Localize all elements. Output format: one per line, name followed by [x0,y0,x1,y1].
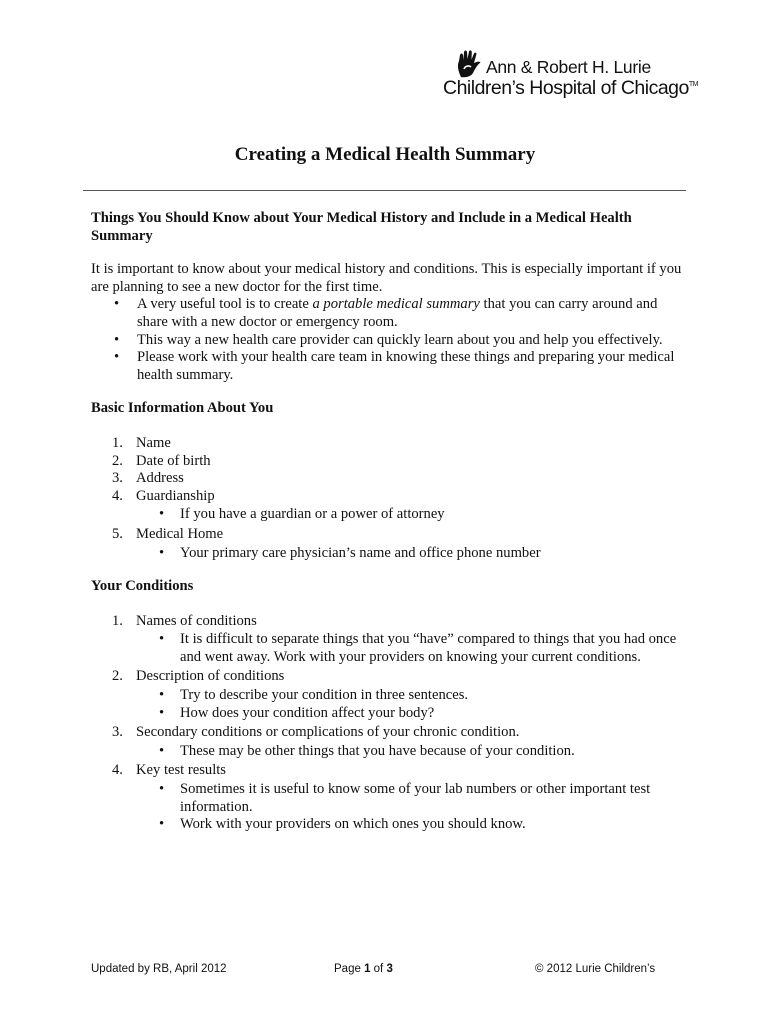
item-number: 5. [112,525,123,542]
list-item [91,453,691,471]
sub-bullet: • How does your condition affect your body? [136,705,691,723]
item-number: 2. [112,668,123,685]
list-item [91,488,691,524]
item-text: Secondary conditions or complications of your chronic condition. [136,724,520,741]
logo-hospital-line [443,77,698,100]
sub-bullet: • Try to describe your condition in three sentences. [136,687,691,705]
footer-updated-note: Updated by RB, April 2012 [91,963,227,975]
list-item [91,526,691,562]
title-divider [83,190,686,191]
item-text: Address [136,470,184,487]
section-heading-conditions: Your Conditions [91,578,194,595]
page-number [334,963,393,975]
item-number: 3. [112,470,123,487]
item-text: Date of birth [136,452,211,469]
sub-bullet: • These may be other things that you have because of your condition. [136,743,691,761]
intro-paragraph: It is important to know about your medical history and conditions. This is especially important if you are planning to see a new doctor for the first time. [91,261,682,295]
emphasized-text: a portable medical summary [312,296,480,313]
list-item [91,724,691,760]
item-text: Key test results [136,762,226,779]
item-text: Guardianship [136,487,215,504]
sub-bullet: • It is difficult to separate things that you “have” compared to things that you had once and went away. Work with your providers on knowing your current conditions. [136,631,691,666]
item-text: Medical Home [136,525,224,542]
list-item [91,435,691,453]
item-number: 3. [112,724,123,741]
bullet-text: that you can carry around and share with a new doctor or emergency room. [137,296,658,330]
page-of: of [370,963,387,975]
list-item [91,613,691,667]
list-item [91,762,691,833]
sub-bullet-list [136,506,691,524]
logo-name-line: Ann & Robert H. Lurie [486,57,651,77]
bullet-text: A very useful tool is to create [137,296,313,313]
current-page: 1 [364,963,371,975]
sub-bullet: • Work with your providers on which ones you should know. [136,816,691,834]
section-heading-medical-history: Things You Should Know about Your Medical History and Include in a Medical Health Summary [91,210,632,244]
sub-bullet-list [136,687,691,722]
total-pages: 3 [386,963,393,975]
trademark-symbol: TM [688,81,698,88]
item-number: 4. [112,762,123,779]
item-text: Name [136,434,171,451]
item-number: 4. [112,487,123,504]
logo-hospital-text: Children’s Hospital of Chicago [443,77,689,99]
intro-bullet-list [91,296,691,384]
sub-bullet-list [136,631,691,666]
list-item [91,470,691,488]
intro-bullet-portable-summary [91,296,691,331]
page-title: Creating a Medical Health Summary [234,144,536,165]
item-text: Description of conditions [136,668,285,685]
item-number: 1. [112,612,123,629]
basic-info-list [91,435,691,562]
page-footer [0,963,770,979]
hand-logo-icon [455,49,483,79]
sub-bullet-list [136,781,691,834]
sub-bullet-list [136,545,691,563]
intro-bullet-health-team: • Please work with your health care team in knowing these things and preparing your medical health summary. [91,349,691,384]
list-item [91,668,691,722]
sub-bullet-list [136,743,691,761]
item-number: 2. [112,452,123,469]
intro-bullet-provider: • This way a new health care provider can quickly learn about you and help you effectively. [91,332,691,350]
sub-bullet: • Your primary care physician’s name and office phone number [136,545,691,563]
section-heading-basic-info: Basic Information About You [91,400,274,417]
item-number: 1. [112,434,123,451]
conditions-list [91,613,691,834]
document-body [91,210,691,836]
hospital-logo [443,46,705,102]
sub-bullet: • Sometimes it is useful to know some of your lab numbers or other important test information. [136,781,691,816]
item-text: Names of conditions [136,612,257,629]
sub-bullet: • If you have a guardian or a power of attorney [136,506,691,524]
footer-copyright: © 2012 Lurie Children’s [535,963,656,975]
page-label: Page [334,963,365,975]
